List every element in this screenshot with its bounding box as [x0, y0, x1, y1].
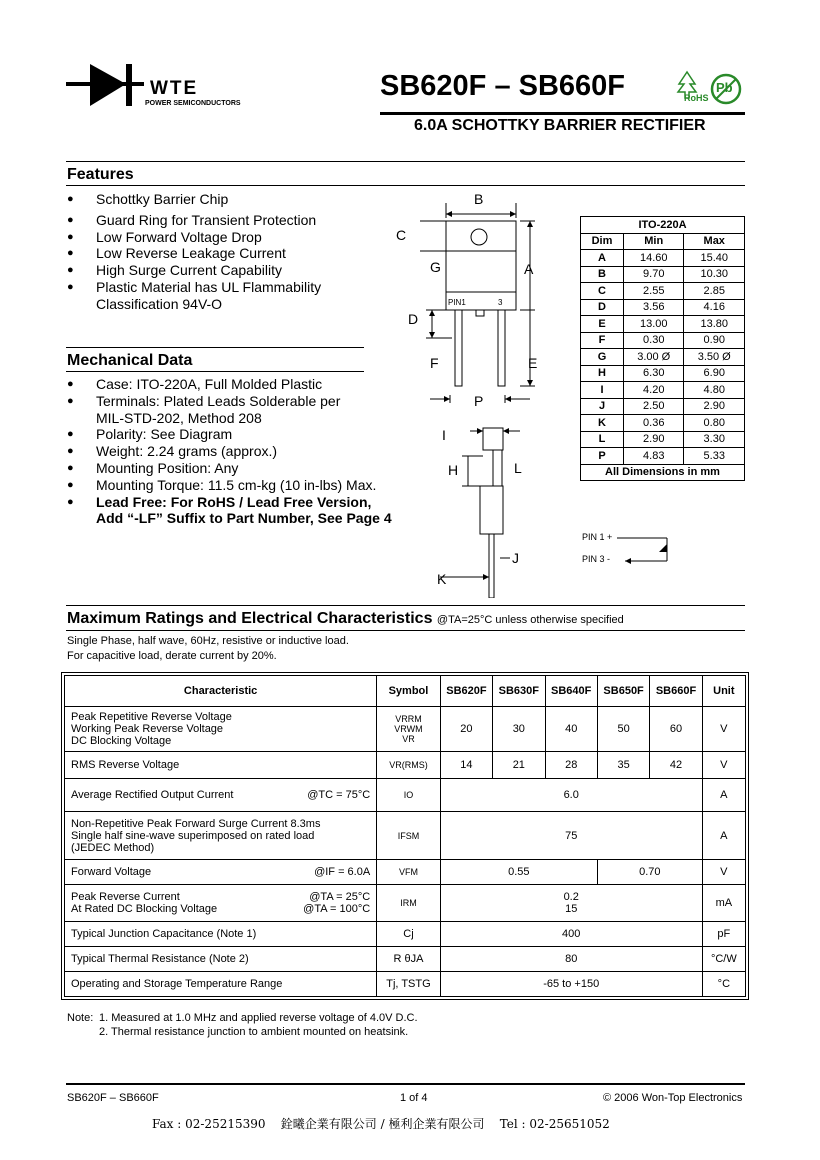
col-header: SB630F	[493, 676, 545, 707]
list-item: ● Guard Ring for Transient Protection	[67, 212, 357, 229]
pin1-label: PIN1	[448, 298, 466, 307]
list-item: ● Mounting Torque: 11.5 cm-kg (10 in-lbs) Max.	[67, 477, 397, 494]
table-row: Typical Thermal Resistance (Note 2) R θJA 80 °C/W	[65, 947, 746, 972]
col-header: Symbol	[377, 676, 441, 707]
ratings-condition: @TA=25°C unless otherwise specified	[436, 614, 624, 626]
dim-label-h: H	[448, 462, 459, 478]
table-row: P 4.83 5.33	[581, 448, 745, 465]
dim-table-footer: All Dimensions in mm	[581, 464, 745, 481]
pb-label: Pb	[716, 80, 733, 95]
dim-label-l: L	[514, 460, 522, 476]
features-heading: Features	[67, 166, 134, 183]
rohs-label: RoHS	[684, 93, 709, 103]
note-2: 2. Thermal resistance junction to ambient mounted on heatsink.	[99, 1026, 409, 1038]
dim-label-e: E	[528, 355, 538, 371]
table-row: B 9.70 10.30	[581, 266, 745, 283]
ratings-note-2: For capacitive load, derate current by 20%.	[67, 650, 277, 662]
list-item: ● Polarity: See Diagram	[67, 426, 397, 443]
dim-label-c: C	[396, 227, 407, 243]
dim-header: Dim	[581, 233, 624, 250]
lead-free-note: ● Lead Free: For RoHS / Lead Free Version, Add “-LF” Suffix to Part Number, See Page 4	[67, 494, 396, 528]
logo-text: WTE	[150, 78, 199, 99]
table-row: F 0.30 0.90	[581, 332, 745, 349]
table-row: A 14.60 15.40	[581, 250, 745, 267]
dim-header: Min	[624, 233, 684, 250]
table-row: Typical Junction Capacitance (Note 1) Cj 400 pF	[65, 922, 746, 947]
col-header: SB620F	[440, 676, 492, 707]
note-1: 1. Measured at 1.0 MHz and applied reverse voltage of 4.0V D.C.	[99, 1012, 418, 1024]
table-row: Average Rectified Output Current @TC = 75°C IO 6.0 A	[65, 779, 746, 812]
table-row: I 4.20 4.80	[581, 382, 745, 399]
diode-schematic-icon	[615, 530, 675, 570]
logo-subtitle: POWER SEMICONDUCTORS	[145, 100, 241, 107]
schematic-pin3-label: PIN 3 -	[582, 554, 611, 564]
table-row: Forward Voltage @IF = 6.0A VFM 0.55 0.70 V	[65, 860, 746, 885]
table-row: G 3.00 Ø 3.50 Ø	[581, 349, 745, 366]
ratings-table	[64, 675, 746, 997]
col-header: SB660F	[650, 676, 702, 707]
table-row: H 6.30 6.90	[581, 365, 745, 382]
package-outline-diagram	[390, 188, 560, 598]
dim-table-title: ITO-220A	[581, 217, 745, 234]
table-row: Peak Reverse Current @TA = 25°C At Rated DC Blocking Voltage @TA = 100°C IRM 0.2 15 mA	[65, 885, 746, 922]
list-item: ● Case: ITO-220A, Full Molded Plastic	[67, 376, 397, 393]
footer-copyright: © 2006 Won-Top Electronics	[603, 1092, 743, 1104]
list-item: ● Low Forward Voltage Drop	[67, 229, 357, 246]
page-title: SB620F – SB660F	[380, 70, 626, 102]
ratings-heading-row	[67, 610, 624, 628]
list-item: ● Weight: 2.24 grams (approx.)	[67, 443, 397, 460]
page-subtitle: 6.0A SCHOTTKY BARRIER RECTIFIER	[414, 117, 706, 134]
notes-label: Note:	[67, 1012, 94, 1024]
list-item: ● Terminals: Plated Leads Solderable per MIL-STD-202, Method 208	[67, 393, 346, 427]
table-row: L 2.90 3.30	[581, 431, 745, 448]
table-row: J 2.50 2.90	[581, 398, 745, 415]
fax-stamp: Fax : 02-25215390 銓曦企業有限公司 / 極利企業有限公司 Tel : 02-25651052	[152, 1117, 610, 1131]
table-row: D 3.56 4.16	[581, 299, 745, 316]
footer-part-number: SB620F – SB660F	[67, 1092, 159, 1104]
table-row: Peak Repetitive Reverse Voltage Working Peak Reverse Voltage DC Blocking Voltage VRRM VRWM VR 20 30 40 50 60 V	[65, 707, 746, 752]
list-item: ● Low Reverse Leakage Current	[67, 245, 357, 262]
list-item: ● Plastic Material has UL Flammability Classification 94V-O	[67, 279, 357, 313]
list-item: ● Schottky Barrier Chip	[67, 191, 357, 208]
ratings-heading: Maximum Ratings and Electrical Characteristics	[67, 610, 433, 627]
dim-label-f: F	[430, 355, 439, 371]
ratings-note-1: Single Phase, half wave, 60Hz, resistive or inductive load.	[67, 635, 349, 647]
dimensions-table	[580, 216, 745, 481]
col-header: Unit	[702, 676, 745, 707]
dim-label-b: B	[474, 191, 484, 207]
dim-label-j: J	[512, 550, 519, 566]
mechanical-list	[67, 376, 397, 527]
table-row: RMS Reverse Voltage VR(RMS) 14 21 28 35 42 V	[65, 752, 746, 779]
pin3-label: 3	[498, 298, 503, 307]
col-header: Characteristic	[65, 676, 377, 707]
table-row: Operating and Storage Temperature Range Tj, TSTG -65 to +150 °C	[65, 972, 746, 997]
dim-label-p: P	[474, 393, 484, 409]
wte-logo-icon	[66, 62, 146, 110]
dim-label-k: K	[437, 571, 447, 587]
list-item: ● Mounting Position: Any	[67, 460, 397, 477]
list-item: ● High Surge Current Capability	[67, 262, 357, 279]
table-row: Non-Repetitive Peak Forward Surge Current 8.3ms Single half sine-wave superimposed on rated load (JEDEC Method) IFSM 75 A	[65, 812, 746, 860]
dim-label-i: I	[442, 427, 446, 443]
features-list	[67, 191, 357, 313]
dim-label-d: D	[408, 311, 419, 327]
mechanical-heading: Mechanical Data	[67, 352, 193, 369]
dim-label-a: A	[524, 261, 534, 277]
table-row: E 13.00 13.80	[581, 316, 745, 333]
dim-label-g: G	[430, 259, 441, 275]
footer-page-number: 1 of 4	[400, 1092, 428, 1104]
col-header: SB650F	[597, 676, 649, 707]
table-row: K 0.36 0.80	[581, 415, 745, 432]
dim-header: Max	[684, 233, 745, 250]
schematic-pin1-label: PIN 1 +	[582, 532, 613, 542]
col-header: SB640F	[545, 676, 597, 707]
table-row: C 2.55 2.85	[581, 283, 745, 300]
